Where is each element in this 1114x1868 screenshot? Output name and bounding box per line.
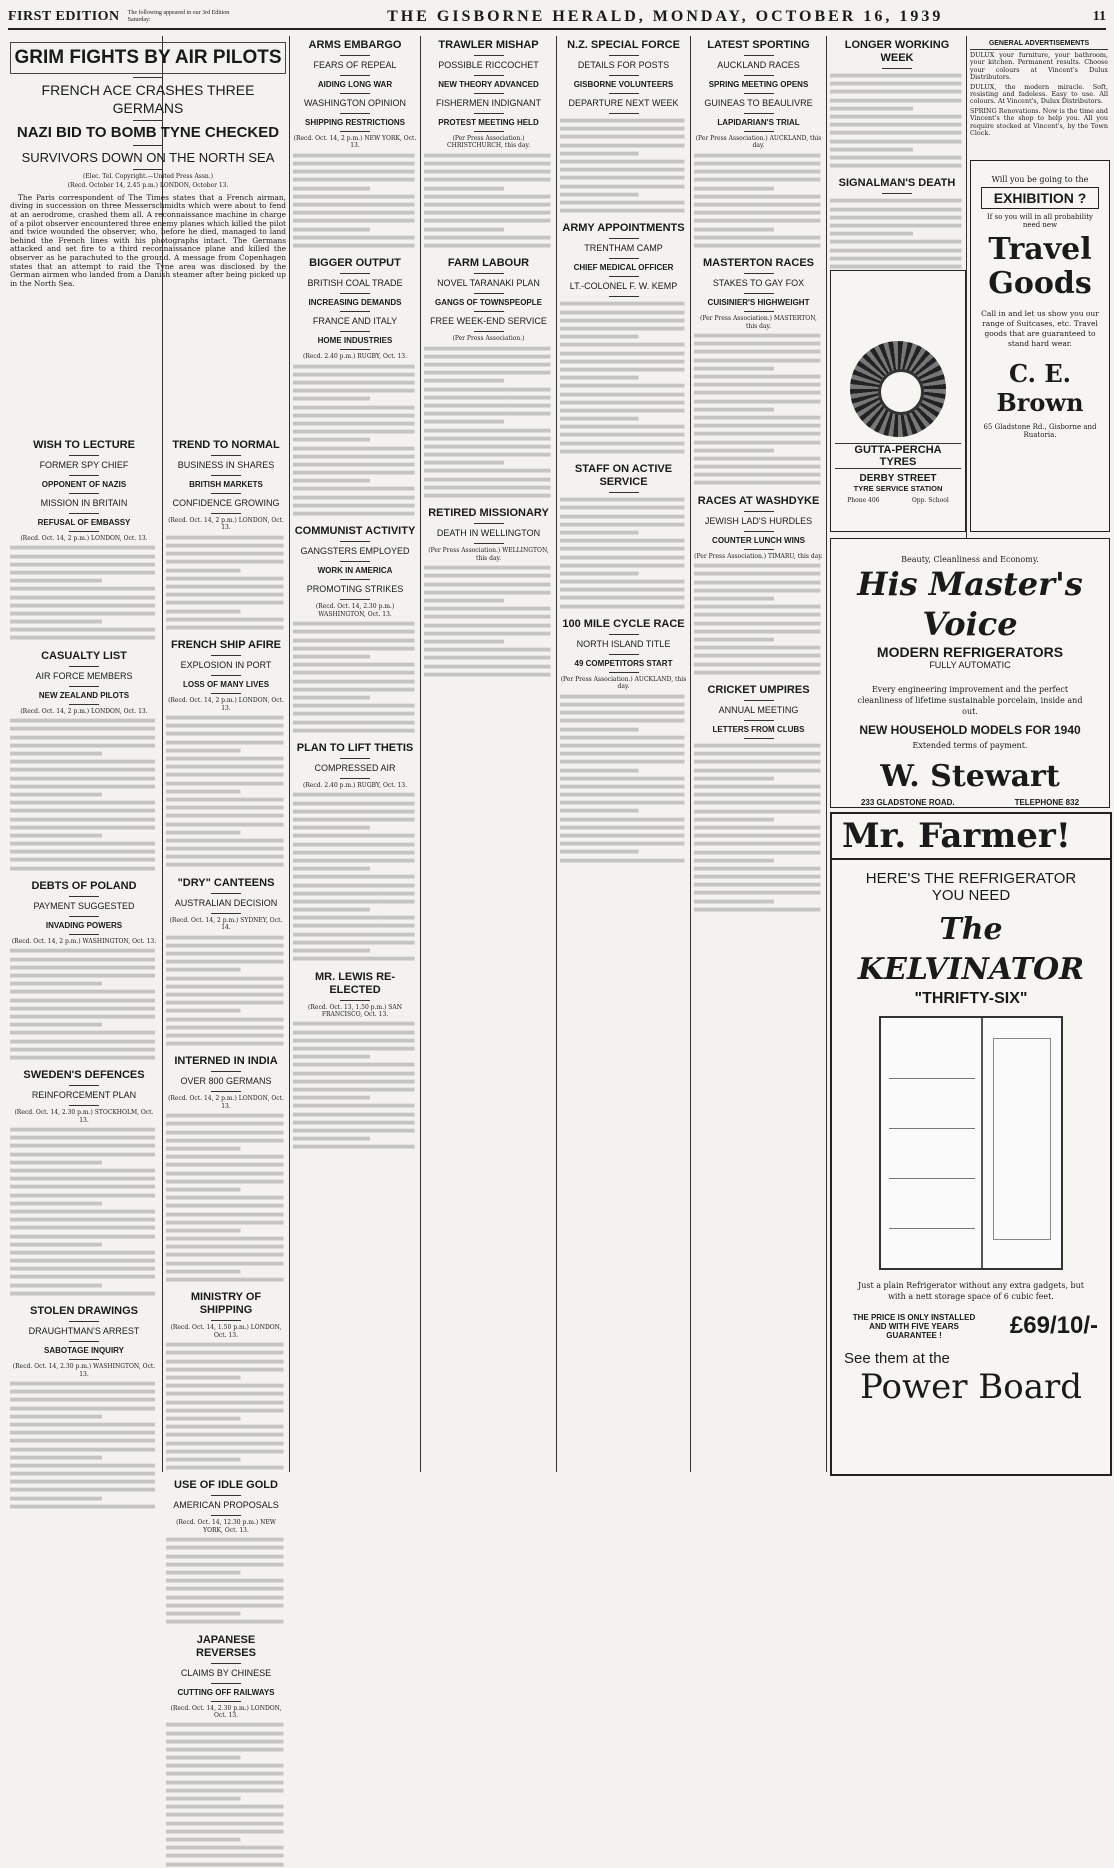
story-dateline: (Per Press Association.)	[452, 335, 525, 343]
story-headline: ARMS EMBARGO	[308, 39, 402, 51]
story-subhead: BUSINESS IN SHARES	[177, 460, 275, 470]
kelvinator-where: Power Board	[860, 1367, 1082, 1407]
story-headline: "DRY" CANTEENS	[177, 876, 275, 889]
story-dateline: (Recd. Oct. 14, 2 p.m.) LONDON, Oct. 13.	[20, 707, 148, 715]
story-dateline: (Recd. Oct. 14, 2.30 p.m.) WASHINGTON, Oct. 13.	[12, 1363, 156, 1378]
kelvinator-price-label: THE PRICE IS ONLY INSTALLED AND WITH FIVE YEARS GUARANTEE !	[852, 1312, 976, 1340]
story-dateline: (Recd. 2.40 p.m.) RUGBY, Oct. 13.	[302, 782, 407, 790]
story	[166, 1291, 286, 1471]
story-body-text	[560, 496, 687, 610]
story-body-text	[293, 152, 417, 249]
story-body-text	[424, 564, 553, 678]
story-subhead: BRITISH COAL TRADE	[307, 278, 403, 289]
story-subhead: ANNUAL MEETING	[718, 705, 799, 716]
gutta-percha-ad	[830, 270, 966, 532]
stewart-line: MODERN REFRIGERATORS	[876, 644, 1064, 660]
story-dateline: (Per Press Association.) WELLINGTON, this day.	[428, 547, 549, 562]
story-dateline: (Recd. Oct. 14, 2 p.m.) WASHINGTON, Oct. 13.	[11, 938, 157, 946]
story-dateline: (Recd. Oct. 14, 2 p.m.) NEW YORK, Oct. 13.	[293, 135, 417, 150]
story	[830, 39, 964, 169]
story-subhead: FREE WEEK-END SERVICE	[430, 316, 547, 327]
gutta-street: DERBY STREET	[859, 473, 937, 484]
story	[166, 639, 286, 869]
classifieds-heading: GENERAL ADVERTISEMENTS	[970, 38, 1108, 50]
column-2	[166, 436, 286, 1719]
story-subhead: DEPARTURE NEXT WEEK	[568, 98, 679, 108]
story-headline: LONGER WORKING WEEK	[844, 39, 950, 64]
story-subhead: PROTEST MEETING HELD	[438, 118, 539, 127]
story-body-text	[694, 152, 823, 249]
story-subhead: PAYMENT SUGGESTED	[33, 901, 135, 912]
classified-item: DULUX, the modern miracle. Soft, resisting and fadeless. Easy to use. All colours. At Vincent's, Dulux Distributors.	[970, 82, 1108, 106]
story-subhead: COMPRESSED AIR	[314, 763, 396, 774]
brown-travel-goods-ad	[970, 160, 1110, 532]
gutta-station: TYRE SERVICE STATION	[853, 484, 943, 493]
story-headline: DEBTS OF POLAND	[31, 880, 137, 893]
story-headline: STOLEN DRAWINGS	[30, 1305, 138, 1318]
brown-body: Call in and let us show you our range of Suitcases, etc. Travel goods that are guaranteed to stand hard wear.	[981, 309, 1099, 348]
story-subhead: AUCKLAND RACES	[717, 60, 800, 70]
story-subhead: MISSION IN BRITAIN	[40, 498, 128, 508]
lead-body: The Paris correspondent of The Times states that a French airman, diving in succession on three Messerschmidts which were about to fend at an aerodrome, crashed them all. A reconnaissance machine in charge of a pilot observer encountered three enemy planes which killed the pilot and twice wounded the observer, who, before he died, managed to land behind the French lines with his photographs intact. The Germans attacked and set fire to a third reconnaissance plane and killed the observer as he parachuted to the ground. A message from Copenhagen states that an attempt to raid the Tyne area was disclosed by the German airmen who landed from a Danish steamer after being picked up in the North Sea.	[10, 192, 286, 288]
story-body-text	[424, 152, 553, 249]
story-dateline: (Recd. Oct. 14, 2.30 p.m.) STOCKHOLM, Oct. 13.	[14, 1109, 154, 1124]
story-subhead: OPPONENT OF NAZIS	[41, 480, 127, 489]
story-headline: RACES AT WASHDYKE	[697, 494, 820, 507]
page-number: 11	[1092, 9, 1106, 24]
story-body-text	[166, 1341, 286, 1471]
masthead	[8, 6, 1106, 30]
brown-name: C. E. Brown	[996, 359, 1084, 417]
brown-addr: 65 Gladstone Rd., Gisborne and Ruatoria.	[983, 423, 1097, 439]
story	[694, 39, 823, 249]
story-headline: TRAWLER MISHAP	[438, 39, 539, 51]
story-subhead: NORTH ISLAND TITLE	[576, 639, 671, 650]
story-headline: TREND TO NORMAL	[172, 439, 280, 451]
gutta-opp: Opp. School	[911, 497, 949, 504]
story-subhead: SPRING MEETING OPENS	[708, 80, 809, 89]
story-headline: ARMY APPOINTMENTS	[562, 222, 685, 235]
story-body-text	[10, 717, 158, 872]
story-dateline: (Per Press Association.) AUCKLAND, this day.	[560, 676, 687, 691]
lead-dateline: (Recd. October 14, 2.45 p.m.) LONDON, October 13.	[67, 182, 229, 190]
lead-subhead-3: SURVIVORS DOWN ON THE NORTH SEA	[21, 150, 275, 165]
story	[694, 495, 823, 676]
story	[694, 257, 823, 487]
story-subhead: DRAUGHTMAN'S ARREST	[28, 1326, 140, 1337]
lead-headline: GRIM FIGHTS BY AIR PILOTS	[10, 42, 286, 74]
lead-credit: (Elec. Tel. Copyright.—United Press Assn.)	[82, 173, 214, 180]
tyre-illustration	[850, 341, 946, 437]
story-dateline: (Per Press Association.) CHRISTCHURCH, this day.	[447, 135, 530, 150]
story-subhead: LOSS OF MANY LIVES	[182, 680, 270, 690]
story	[424, 39, 553, 249]
story-dateline: (Recd. Oct. 13, 1.50 p.m.) SAN FRANCISCO, Oct. 13.	[308, 1003, 402, 1019]
story-subhead: SHIPPING RESTRICTIONS	[304, 118, 405, 127]
story	[10, 880, 158, 1061]
story-headline: SIGNALMAN'S DEATH	[838, 177, 956, 190]
story-subhead: COUNTER LUNCH WINS	[712, 535, 805, 545]
brown-line2: EXHIBITION ?	[981, 187, 1099, 209]
story	[560, 39, 687, 214]
story-body-text	[10, 947, 158, 1061]
story-headline: SWEDEN'S DEFENCES	[23, 1069, 145, 1082]
story-subhead: CUTTING OFF RAILWAYS	[177, 1687, 275, 1697]
story-subhead: LT.-COLONEL F. W. KEMP	[569, 281, 678, 292]
story-headline: JAPANESE REVERSES	[196, 1633, 256, 1659]
brown-big: Travel Goods	[988, 232, 1092, 301]
story-subhead: FISHERMEN INDIGNANT	[435, 98, 541, 108]
story	[10, 650, 158, 872]
story-body-text	[694, 332, 823, 487]
story	[166, 1634, 286, 1868]
story-dateline: (Recd. Oct. 14, 1.50 p.m.) LONDON, Oct. 13.	[170, 1324, 282, 1339]
story-body-text	[694, 562, 823, 676]
story-dateline: (Recd. Oct. 14, 12.30 p.m.) NEW YORK, Oct. 13.	[176, 1519, 276, 1534]
story-dateline: (Per Press Association.) AUCKLAND, this day.	[695, 135, 822, 150]
story	[293, 257, 417, 517]
story-subhead: SABOTAGE INQUIRY	[43, 1346, 124, 1356]
column-7	[830, 36, 964, 266]
story-subhead: HOME INDUSTRIES	[317, 336, 393, 346]
story-dateline: (Recd. 2.40 p.m.) RUGBY, Oct. 13.	[302, 353, 407, 361]
story-subhead: PROMOTING STRIKES	[306, 584, 404, 595]
story-dateline: (Recd. Oct. 14, 2 p.m.) SYDNEY, Oct. 14.	[169, 916, 283, 932]
stewart-top: Beauty, Cleanliness and Economy.	[901, 555, 1039, 564]
story-headline: INTERNED IN INDIA	[174, 1055, 278, 1068]
brown-line3: If so you will in all probability need new	[987, 213, 1093, 229]
story	[166, 1055, 286, 1283]
story-headline: CASUALTY LIST	[41, 649, 127, 662]
gutta-name: GUTTA-PERCHA TYRES	[835, 443, 961, 469]
kelvinator-ad	[830, 812, 1112, 1476]
story-subhead: AIR FORCE MEMBERS	[35, 670, 133, 681]
kelvinator-sub2: YOU NEED	[931, 887, 1011, 904]
story-body-text	[10, 1126, 158, 1297]
story-body-text	[10, 544, 158, 641]
story-headline: WISH TO LECTURE	[33, 439, 135, 451]
story-subhead: CLAIMS BY CHINESE	[180, 1667, 272, 1678]
gutta-phone: Phone 406	[847, 497, 880, 504]
column-6	[694, 36, 823, 1472]
story	[10, 1069, 158, 1297]
story-body-text	[166, 1721, 286, 1868]
story-subhead: BRITISH MARKETS	[189, 480, 263, 489]
story-dateline: (Recd. Oct. 14, 2.30 p.m.) WASHINGTON, Oct. 13.	[315, 603, 395, 618]
stewart-auto: FULLY AUTOMATIC	[929, 660, 1011, 670]
story-subhead: EXPLOSION IN PORT	[180, 660, 272, 671]
story	[10, 1305, 158, 1510]
story-subhead: DETAILS FOR POSTS	[577, 60, 670, 70]
story-dateline: (Recd. Oct. 14, 2 p.m.) LONDON, Oct. 13.	[20, 535, 148, 542]
story-subhead: REINFORCEMENT PLAN	[31, 1090, 137, 1101]
story-subhead: GISBORNE VOLUNTEERS	[573, 80, 674, 89]
story-subhead: CONFIDENCE GROWING	[172, 498, 280, 508]
story-subhead: DEATH IN WELLINGTON	[436, 528, 541, 539]
refrigerator-illustration	[879, 1016, 1063, 1270]
story	[694, 684, 823, 913]
story-body-text	[560, 117, 687, 214]
story-body-text	[166, 1536, 286, 1625]
column-1	[10, 436, 158, 1472]
story-dateline: (Recd. Oct. 14, 2 p.m.) LONDON, Oct. 13.	[168, 517, 284, 532]
story-dateline: (Recd. Oct. 14, 2.30 p.m.) LONDON, Oct. 13.	[170, 1704, 282, 1719]
lead-subhead-2: NAZI BID TO BOMB TYNE CHECKED	[16, 124, 280, 141]
story-body-text	[694, 742, 823, 913]
column-4	[424, 36, 553, 1472]
classified-item: SPRING Renovations. Now is the time and Vincent's the shop to help you. All you require stocked at Vincent's, by the Town Clock.	[970, 106, 1108, 138]
story-subhead: WORK IN AMERICA	[317, 566, 393, 576]
story-subhead: OVER 800 GERMANS	[180, 1076, 272, 1087]
stewart-models: NEW HOUSEHOLD MODELS FOR 1940	[859, 723, 1081, 737]
story	[560, 618, 687, 864]
story-subhead: FEARS OF REPEAL	[313, 60, 397, 70]
story-subhead: GANGS OF TOWNSPEOPLE	[435, 298, 542, 308]
edition-note: The following appeared in our 3rd Edition Saturday:	[127, 10, 230, 23]
story-headline: MINISTRY OF SHIPPING	[190, 1291, 262, 1317]
story-subhead: CHIEF MEDICAL OFFICER	[573, 263, 674, 273]
story-subhead: TRENTHAM CAMP	[584, 243, 663, 254]
stewart-tel: TELEPHONE 832	[1014, 798, 1080, 807]
story	[424, 257, 553, 499]
story	[166, 439, 286, 631]
kelvinator-brand: The KELVINATOR	[857, 912, 1085, 987]
kelvinator-greeting: Mr. Farmer!	[832, 814, 1110, 860]
story	[293, 525, 417, 734]
story-subhead: NEW THEORY ADVANCED	[438, 80, 539, 89]
story-subhead: AIDING LONG WAR	[317, 80, 393, 89]
w-stewart-ad	[830, 538, 1110, 808]
story-headline: PLAN TO LIFT THETIS	[296, 742, 414, 755]
story-subhead: REFUSAL OF EMBASSY	[37, 518, 131, 527]
kelvinator-plain: Just a plain Refrigerator without any extra gadgets, but with a nett storage space of 6 cubic feet.	[857, 1281, 1085, 1301]
story-headline: FRENCH SHIP AFIRE	[170, 639, 281, 652]
kelvinator-sub1: HERE'S THE REFRIGERATOR	[865, 870, 1077, 887]
story-subhead: FORMER SPY CHIEF	[39, 460, 129, 470]
column-3	[293, 36, 417, 1472]
story-headline: USE OF IDLE GOLD	[174, 1479, 278, 1492]
story	[166, 877, 286, 1048]
story-subhead: AUSTRALIAN DECISION	[174, 897, 278, 908]
story-subhead: 49 COMPETITORS START	[574, 659, 673, 669]
story	[293, 742, 417, 963]
story-headline: CRICKET UMPIRES	[707, 684, 810, 697]
story-headline: BIGGER OUTPUT	[309, 257, 401, 270]
story-subhead: INCREASING DEMANDS	[308, 298, 402, 308]
story-subhead: GANGSTERS EMPLOYED	[300, 546, 410, 557]
kelvinator-see: See them at the	[844, 1350, 950, 1367]
story	[560, 222, 687, 455]
story-headline: MASTERTON RACES	[702, 257, 815, 270]
story-headline: FARM LABOUR	[447, 257, 530, 270]
brown-line1: Will you be going to the	[991, 175, 1089, 184]
stewart-addr: 233 GLADSTONE ROAD.	[860, 798, 955, 807]
story	[10, 439, 158, 642]
story-dateline: (Per Press Association.) TIMARU, this day.	[694, 552, 823, 560]
story-body-text	[166, 1112, 286, 1283]
story-body-text	[293, 363, 417, 518]
kelvinator-model: "THRIFTY-SIX"	[914, 990, 1028, 1007]
story-body-text	[560, 693, 687, 864]
story-subhead: LAPIDARIAN'S TRIAL	[717, 118, 800, 127]
story-body-text	[293, 791, 417, 962]
story	[560, 463, 687, 610]
story	[293, 971, 417, 1151]
classified-item: DULUX your furniture, your bathroom, your kitchen. Permanent results. Choose your colours at Vincent's Dulux Distributors.	[970, 51, 1108, 82]
story-subhead: AMERICAN PROPOSALS	[173, 1500, 279, 1511]
stewart-name: W. Stewart	[880, 759, 1060, 794]
story	[293, 39, 417, 249]
story-dateline: (Recd. Oct. 14, 2 p.m.) LONDON, Oct. 13.	[168, 697, 284, 712]
stewart-brand: His Master's Voice	[857, 565, 1083, 643]
story-subhead: STAKES TO GAY FOX	[712, 278, 805, 289]
story-body-text	[10, 1380, 158, 1510]
story-body-text	[560, 300, 687, 455]
story-headline: LATEST SPORTING	[707, 39, 810, 51]
story-body-text	[830, 72, 964, 169]
story-body-text	[293, 1020, 417, 1150]
story	[424, 507, 553, 678]
story-body-text	[424, 345, 553, 500]
stewart-body: Every engineering improvement and the perfect cleanliness of lifetime sustainable porcelain, inside and out.	[857, 685, 1083, 716]
story-dateline: (Recd. Oct. 14, 2 p.m.) LONDON, Oct. 13.	[168, 1095, 284, 1110]
story-headline: COMMUNIST ACTIVITY	[294, 525, 416, 538]
story-subhead: JEWISH LAD'S HURDLES	[704, 515, 813, 526]
story-body-text	[166, 534, 286, 631]
column-5	[560, 36, 687, 1472]
story-dateline: (Per Press Association.) MASTERTON, this day.	[700, 315, 817, 330]
lead-story	[10, 36, 286, 426]
story-subhead: LETTERS FROM CLUBS	[712, 725, 805, 735]
story-subhead: INVADING POWERS	[45, 921, 123, 931]
story-body-text	[166, 934, 286, 1048]
story-headline: STAFF ON ACTIVE SERVICE	[574, 463, 673, 489]
story-headline: RETIRED MISSIONARY	[428, 507, 549, 520]
edition-label: FIRST EDITION	[8, 9, 120, 24]
kelvinator-price: £69/10/-	[1009, 1312, 1098, 1339]
general-advertisements	[970, 36, 1108, 156]
story-body-text	[166, 714, 286, 869]
story	[166, 1479, 286, 1625]
story-headline: MR. LEWIS RE-ELECTED	[314, 970, 396, 996]
newspaper-title: THE GISBORNE HERALD, MONDAY, OCTOBER 16, 1939	[387, 8, 944, 25]
lead-subhead-1: FRENCH ACE CRASHES THREE GERMANS	[41, 82, 255, 116]
story-subhead: POSSIBLE RICCOCHET	[438, 60, 539, 70]
story-subhead: NEW ZEALAND PILOTS	[38, 690, 130, 700]
stewart-terms: Extended terms of payment.	[912, 741, 1028, 750]
story-headline: 100 MILE CYCLE RACE	[562, 618, 685, 631]
story-subhead: NOVEL TARANAKI PLAN	[437, 278, 540, 289]
story-subhead: CUISINIER'S HIGHWEIGHT	[707, 298, 810, 308]
story-subhead: WASHINGTON OPINION	[303, 98, 406, 108]
story-body-text	[293, 620, 417, 734]
story-subhead: FRANCE AND ITALY	[312, 316, 398, 327]
story-subhead: GUINEAS TO BEAULIVRE	[704, 98, 813, 108]
story-headline: N.Z. SPECIAL FORCE	[567, 39, 680, 51]
